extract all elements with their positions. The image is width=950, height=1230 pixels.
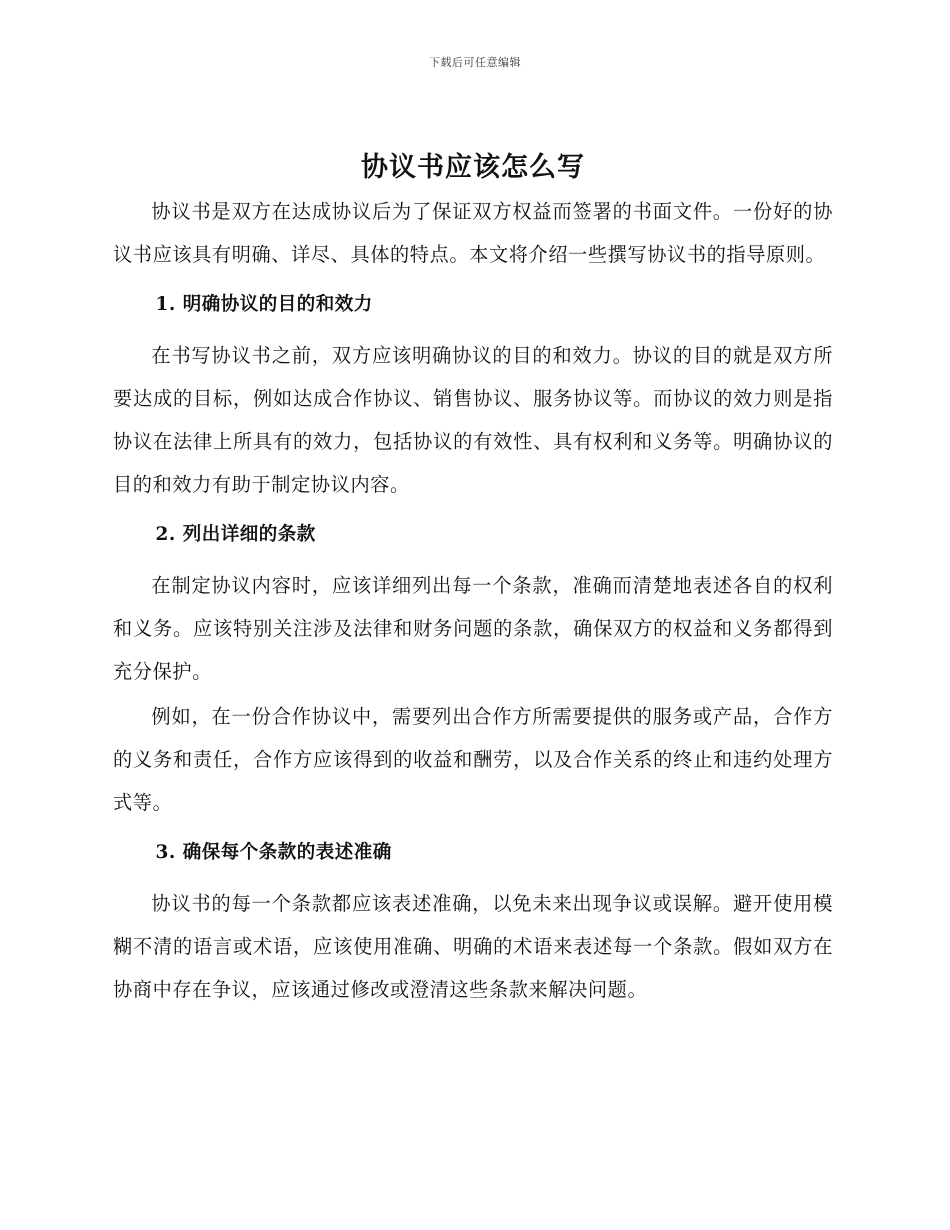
section-3-paragraph-1: 协议书的每一个条款都应该表述准确，以免未来出现争议或误解。避开使用模糊不清的语言或术语，应该使用准确、明确的术语来表述每一个条款。假如双方在协商中存在争议，应该通过修改或澄清这些条款来解决问题。 <box>113 892 833 1001</box>
section-1-paragraph-1: 在书写协议书之前，双方应该明确协议的目的和效力。协议的目的就是双方所要达成的目标，例如达成合作协议、销售协议、服务协议等。而协议的效力则是指协议在法律上所具有的效力，包括协议的有效性、具有权利和义务等。明确协议的目的和效力有助于制定协议内容。 <box>113 344 833 496</box>
section-1-heading: 1. 明确协议的目的和效力 <box>155 294 373 315</box>
section-3-heading: 3. 确保每个条款的表述准确 <box>155 842 392 863</box>
document-title: 协议书应该怎么写 <box>361 152 585 183</box>
header-note: 下载后可任意编辑 <box>429 56 521 69</box>
intro-paragraph: 协议书是双方在达成协议后为了保证双方权益而签署的书面文件。一份好的协议书应该具有明确、详尽、具体的特点。本文将介绍一些撰写协议书的指导原则。 <box>113 200 833 266</box>
section-2-paragraph-1: 在制定协议内容时，应该详细列出每一个条款，准确而清楚地表述各自的权利和义务。应该特别关注涉及法律和财务问题的条款，确保双方的权益和义务都得到充分保护。 <box>113 574 833 683</box>
section-2-paragraph-2: 例如，在一份合作协议中，需要列出合作方所需要提供的服务或产品，合作方的义务和责任，合作方应该得到的收益和酬劳，以及合作关系的终止和违约处理方式等。 <box>113 705 833 814</box>
document-body <box>113 148 833 1013</box>
section-2-heading: 2. 列出详细的条款 <box>155 524 316 545</box>
